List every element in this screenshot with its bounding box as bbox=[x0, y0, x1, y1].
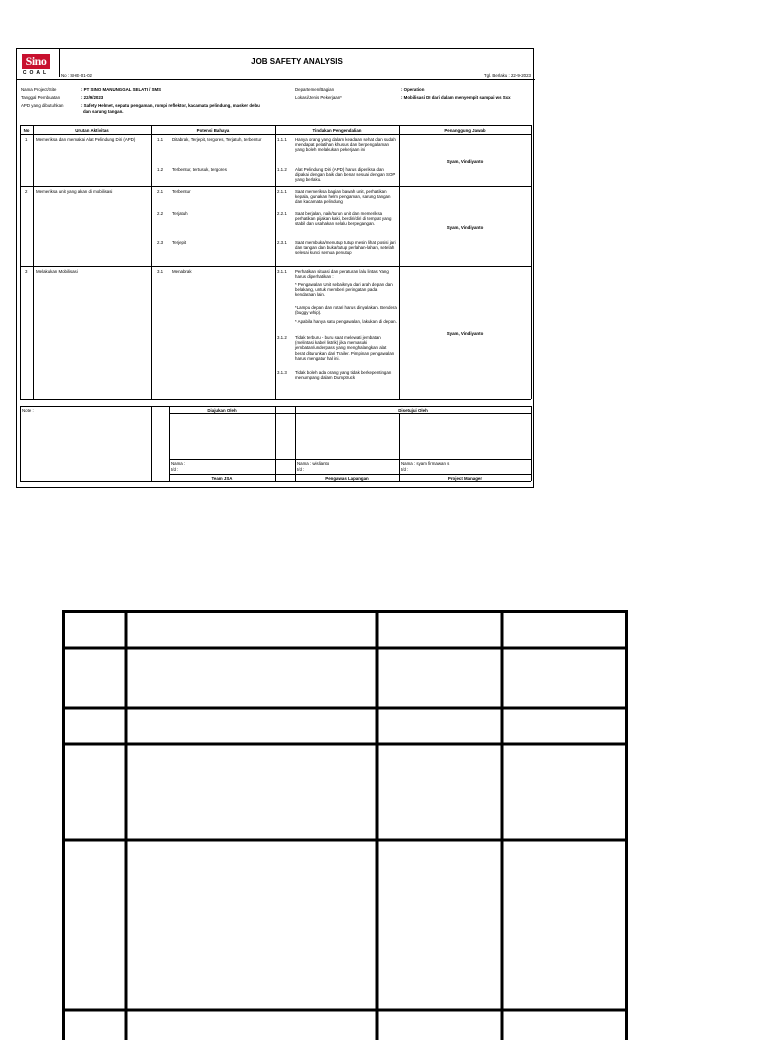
document-title: JOB SAFETY ANALYSIS bbox=[251, 57, 343, 66]
sign1-role: Team JSA bbox=[211, 476, 233, 481]
row2-control1-text: Saat memeriksa bagian bawah unit, perhatikan kepala, gunakan helm pengaman, sarung tangan dan kacamata pelindung bbox=[295, 189, 391, 205]
row3-activity: Melakukan Mobilisasi bbox=[36, 269, 78, 274]
info-value-ppe-cont: dan sarung tangan. bbox=[83, 109, 124, 114]
table-header-no: No bbox=[23, 128, 30, 133]
row2-activity: Memeriksa unit yang akan di mobilisasi bbox=[36, 189, 113, 194]
row1-activity: Memeriksa dan memakai Alat Pelindung Diri (APD) bbox=[36, 137, 136, 142]
row3-control2-text: Tidak terburu - buru saat melewati jembatan (melintasi kabel listrik) jika memasuki jembatan/underpass yang menghalangkan alat berat diturunkan dari Trailer. Pimpinan pengawalan harus mengatur hal ini. bbox=[295, 335, 395, 361]
sign3-role: Project Manager bbox=[447, 476, 483, 481]
row2-hazard1-text: Terbentur bbox=[172, 189, 191, 194]
empty-table-grid bbox=[62, 610, 628, 1040]
row3-control1-text: Perhatikan situasi dan peraturan lalu lintas Yang harus diperhatikan : bbox=[295, 269, 389, 280]
row1-control2-num: 1.1.2 bbox=[277, 167, 287, 172]
table-header-activity: Urutan Aktivitas bbox=[75, 128, 109, 133]
row2-control2-num: 2.2.1 bbox=[277, 211, 287, 216]
row3-control2-num: 3.1.2 bbox=[277, 335, 287, 340]
row2-no: 2 bbox=[25, 189, 28, 194]
row3-control-note1: * Pengawalan Unit sebaiknya dari arah depan dan belakang, untuk memberi peringatan pada kendaraan lain. bbox=[295, 282, 393, 298]
row1-hazard2-num: 1.2 bbox=[157, 167, 164, 172]
info-value-department: : Operation bbox=[401, 87, 425, 92]
info-label-date: Tanggal Pembuatan bbox=[21, 95, 61, 100]
company-logo-subtitle: COAL bbox=[22, 70, 50, 76]
table-header-hazard: Potensi Bahaya bbox=[196, 128, 230, 133]
row2-control3-text: Saat membuka/menutup tutup mesin lihat posisi jari dan tangan dan buka/tutup perlahan-lahan, setelah selesai kunci semua penutup bbox=[295, 240, 396, 256]
row2-hazard2-num: 2.2 bbox=[157, 211, 164, 216]
row2-hazard3-text: Terjepit bbox=[172, 240, 187, 245]
info-value-project: : PT SINO MANUNGGAL SELATI / SMS bbox=[81, 87, 162, 92]
note-label: Note : bbox=[22, 408, 34, 413]
sign3-sig: t/d : bbox=[401, 467, 409, 472]
info-value-location: : Mobilisasi DI dari dalam menyempit sampai ws Sxx bbox=[401, 95, 511, 100]
info-label-department: Departemen/Bagian bbox=[295, 87, 335, 92]
row3-control1-num: 3.1.1 bbox=[277, 269, 287, 274]
info-value-ppe: : Safety Helmet, sepatu pengaman, rompi reflektor, kacamata pelindung, masker debu bbox=[81, 103, 260, 108]
row3-hazard1-num: 3.1 bbox=[157, 269, 164, 274]
row3-no: 3 bbox=[25, 269, 28, 274]
row1-hazard1-num: 1.1 bbox=[157, 137, 164, 142]
approved-by-label: Disetujui Oleh bbox=[398, 408, 428, 413]
row1-no: 1 bbox=[25, 137, 28, 142]
row1-hazard2-text: Terbentur, tertusuk, tergores bbox=[172, 167, 227, 172]
row2-hazard2-text: Terjatuh bbox=[172, 211, 188, 216]
row3-control3-text: Tidak boleh ada orang yang tidak berkepentingan menumpang dalam Dumptruck bbox=[295, 370, 392, 381]
sign3-name: Nama : syam firmawan s bbox=[401, 461, 450, 466]
row3-control-note2: *Lampu depan dan rotari harus dinyalakan. Bendera (buggy whip). bbox=[295, 305, 397, 316]
row3-control-note3: * Apabila hanya satu pengawalan, lakukan di depan. bbox=[295, 319, 397, 324]
row3-pic: Syam, Vindiyanto bbox=[446, 331, 484, 336]
sign1-name: Nama : bbox=[171, 461, 186, 466]
row1-hazard1-text: Ditabrak, Terjepit, tergores, Terjatuh, terbentur bbox=[172, 137, 262, 142]
info-value-date: : 22/9/2023 bbox=[81, 95, 104, 100]
row3-hazard1-text: Menabrak bbox=[172, 269, 192, 274]
row2-hazard1-num: 2.1 bbox=[157, 189, 164, 194]
row3-control3-num: 3.1.3 bbox=[277, 370, 287, 375]
effective-date: Tgl. Berlaku : 22-9-2023 bbox=[483, 73, 531, 78]
company-logo: Sino bbox=[22, 54, 50, 69]
row1-control2-text: Alat Pelindung Diri (APD) harus diperiksa dan dipakai dengan baik dan benar sesuai dengan SOP yang berlaku. bbox=[295, 167, 396, 183]
row2-pic: Syam, Vindiyanto bbox=[446, 225, 484, 230]
sign2-name: Nama : wislianto bbox=[297, 461, 330, 466]
table-header-pic: Penanggung Jawab bbox=[444, 128, 486, 133]
jsa-document bbox=[16, 48, 534, 488]
row2-control3-num: 2.3.1 bbox=[277, 240, 287, 245]
row1-control1-text: Hanya orang yang dalam keadaan sehat dan sudah mendapat pelatihan khusus dan berpengalaman yang boleh melakukan pekerjaan ini bbox=[295, 137, 396, 153]
row1-control1-num: 1.1.1 bbox=[277, 137, 287, 142]
info-label-ppe: APD yang dibutuhkan bbox=[21, 103, 64, 108]
row2-hazard3-num: 2.3 bbox=[157, 240, 164, 245]
sign2-sig: t/d : bbox=[297, 467, 305, 472]
document-number: No : SHE-01-02 bbox=[61, 73, 92, 78]
row1-pic: Syam, Vindiyanto bbox=[446, 159, 484, 164]
info-label-location: Lokasi/Jenis Pekerjaan* bbox=[295, 95, 342, 100]
sign2-role: Pengawas Lapangan bbox=[325, 476, 369, 481]
sign1-sig: t/d : bbox=[171, 467, 179, 472]
submitted-by-label: Diajukan Oleh bbox=[207, 408, 237, 413]
row2-control2-text: Saat berjalan, naik/turun unit dan memeriksa perhatikan pijakan kaki, berdiri/diri di tempat yang stabil dan usahakan selalu berpegangan. bbox=[295, 211, 392, 227]
info-label-project: Nama Project/Site bbox=[21, 87, 57, 92]
row2-control1-num: 2.1.1 bbox=[277, 189, 287, 194]
table-header-control: Tindakan Pengendalian bbox=[312, 128, 362, 133]
